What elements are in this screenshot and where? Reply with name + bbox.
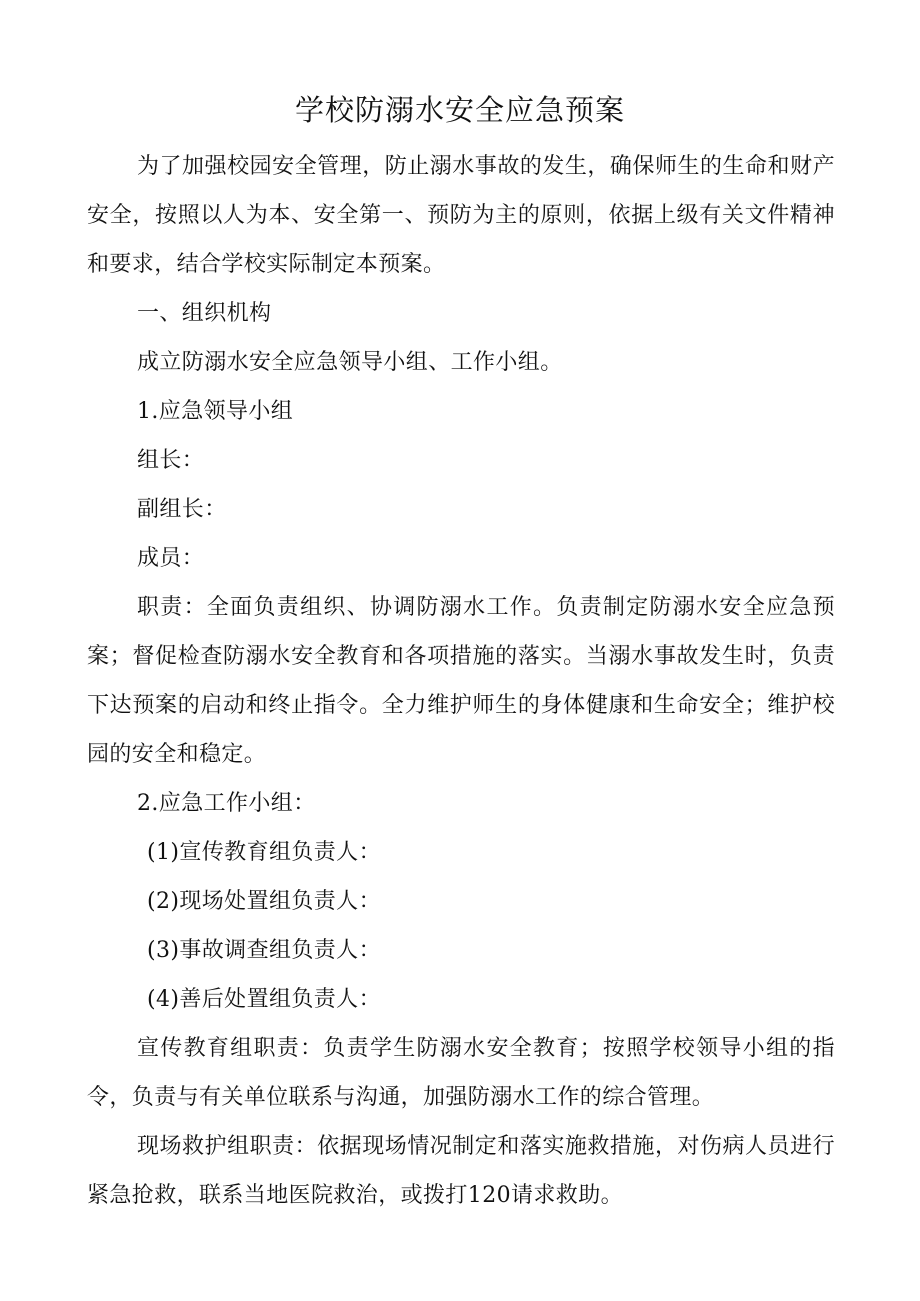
onsite-group-lead: (2)现场处置组负责人： bbox=[147, 889, 381, 914]
working-group-heading: 2.应急工作小组： bbox=[137, 791, 316, 816]
aftermath-group-lead: (4)善后处置组负责人： bbox=[147, 987, 381, 1012]
investigation-group-lead: (3)事故调查组负责人： bbox=[147, 938, 381, 963]
organization-intro: 成立防溺水安全应急领导小组、工作小组。 bbox=[137, 350, 563, 375]
deputy-leader-label: 副组长： bbox=[137, 497, 227, 522]
document-title: 学校防溺水安全应急预案 bbox=[294, 93, 625, 127]
rescue-group-duties: 现场救护组职责：依据现场情况制定和落实施救措施，对伤病人员进行紧急抢救，联系当地医院救治，或拨打120请求救助。 bbox=[87, 1134, 835, 1208]
section-heading-organization: 一、组织机构 bbox=[137, 301, 272, 326]
group-leader-label: 组长： bbox=[137, 448, 205, 473]
publicity-group-lead: (1)宣传教育组负责人： bbox=[147, 840, 381, 865]
leadership-duties: 职责：全面负责组织、协调防溺水工作。负责制定防溺水安全应急预案；督促检查防溺水安全教育和各项措施的落实。当溺水事故发生时，负责下达预案的启动和终止指令。全力维护师生的身体健康和生命安全；维护校园的安全和稳定。 bbox=[87, 595, 835, 767]
intro-paragraph: 为了加强校园安全管理，防止溺水事故的发生，确保师生的生命和财产安全，按照以人为本、安全第一、预防为主的原则，依据上级有关文件精神和要求，结合学校实际制定本预案。 bbox=[87, 154, 835, 277]
members-label: 成员： bbox=[137, 546, 205, 571]
publicity-group-duties: 宣传教育组职责：负责学生防溺水安全教育；按照学校领导小组的指令，负责与有关单位联系与沟通，加强防溺水工作的综合管理。 bbox=[87, 1036, 835, 1110]
document-body bbox=[87, 142, 835, 1220]
leadership-group-heading: 1.应急领导小组 bbox=[137, 399, 294, 424]
